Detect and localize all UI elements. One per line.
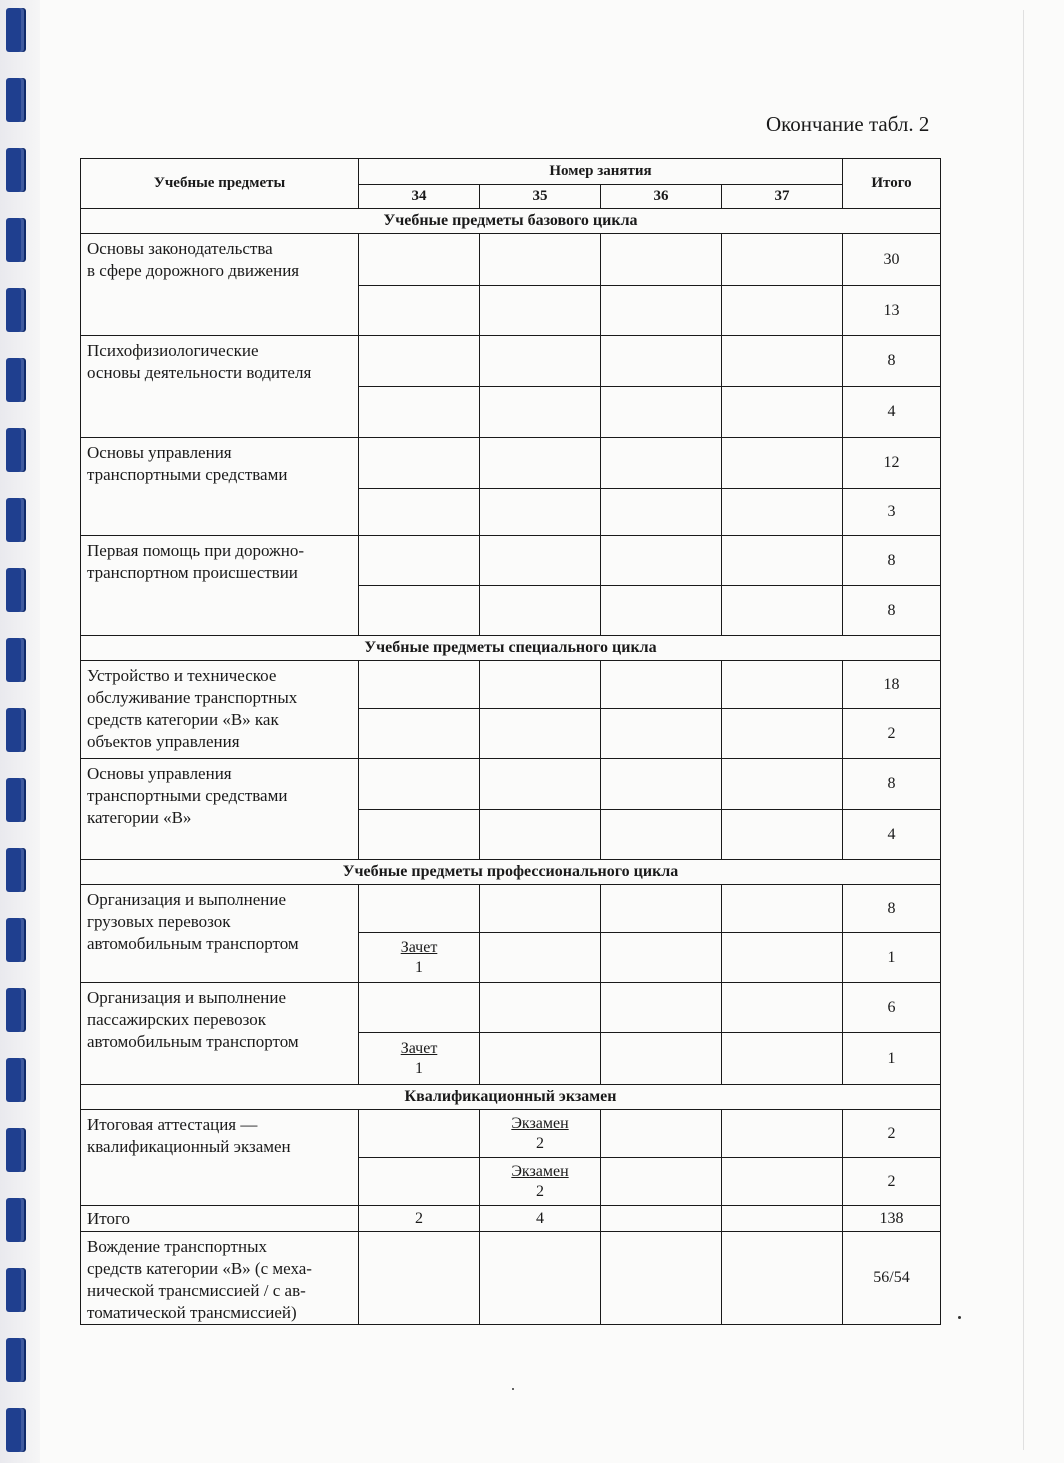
lesson-cell: [601, 234, 722, 286]
binding-ring: [6, 78, 24, 122]
subject-line: Устройство и техническое: [87, 666, 277, 685]
lesson-cell: [722, 336, 843, 387]
subject-line: автомобильным транспортом: [87, 1032, 299, 1051]
binding-ring: [6, 708, 24, 752]
lesson-cell: [601, 1110, 722, 1158]
binding-ring: [6, 568, 24, 612]
exam-hours: 2: [536, 1134, 544, 1152]
lesson-cell: [601, 1033, 722, 1085]
page-edge: [1023, 10, 1042, 1450]
lesson-cell: [601, 810, 722, 860]
total-cell: 56/54: [843, 1232, 941, 1325]
subject-line: транспортном происшествии: [87, 563, 298, 582]
binding-ring: [6, 638, 24, 682]
subject-line: Вождение транспортных: [87, 1237, 267, 1256]
total-cell: 2: [843, 1158, 941, 1206]
total-cell: 4: [843, 810, 941, 860]
lesson-cell: [359, 1232, 480, 1325]
header-lesson: 37: [722, 185, 843, 209]
lesson-cell: [601, 885, 722, 933]
total-cell: 1: [843, 1033, 941, 1085]
credit-label: Зачет: [400, 938, 438, 956]
binding-ring: [6, 288, 24, 332]
header-row: [81, 159, 941, 185]
subject-line: средств категории «В» (с меха-: [87, 1259, 312, 1278]
total-cell: 1: [843, 933, 941, 983]
subject-cell: [81, 438, 359, 536]
lesson-cell: [359, 234, 480, 286]
credit-cell: [359, 1033, 480, 1085]
lesson-cell: [601, 933, 722, 983]
subject-line: объектов управления: [87, 732, 240, 751]
subject-line: Основы законодательства: [87, 239, 273, 258]
lesson-cell: [722, 983, 843, 1033]
subject-line: грузовых перевозок: [87, 912, 231, 931]
lesson-cell: [601, 336, 722, 387]
lesson-cell: [480, 885, 601, 933]
lesson-cell: [601, 1232, 722, 1325]
lesson-cell: [722, 586, 843, 636]
subject-line: Психофизиологические: [87, 341, 259, 360]
header-total: Итого: [843, 159, 941, 209]
credit-hours: 1: [415, 1059, 423, 1077]
binding-ring: [6, 1408, 24, 1452]
lesson-cell: [722, 933, 843, 983]
subject-line: Организация и выполнение: [87, 890, 287, 909]
header-lesson-number: Номер занятия: [359, 159, 843, 185]
exam-label: Экзамен: [511, 1162, 569, 1180]
section-heading: Учебные предметы профессионального цикла: [81, 860, 941, 885]
subject-line: Итоговая аттестация —: [87, 1115, 258, 1134]
binding-ring: [6, 1338, 24, 1382]
lesson-cell: [722, 536, 843, 586]
binding-ring: [6, 148, 24, 192]
lesson-cell: [601, 1158, 722, 1206]
lesson-cell: [480, 983, 601, 1033]
subject-line: транспортными средствами: [87, 786, 288, 805]
total-cell: 3: [843, 489, 941, 536]
totals-label: Итого: [81, 1206, 359, 1232]
spiral-binding: [0, 0, 40, 1463]
subject-line: основы деятельности водителя: [87, 363, 312, 382]
binding-ring: [6, 1268, 24, 1312]
lesson-cell: [480, 387, 601, 438]
lesson-cell: [722, 885, 843, 933]
speck: [512, 1388, 514, 1390]
subject-cell: [81, 536, 359, 636]
binding-ring: [6, 1058, 24, 1102]
total-cell: 13: [843, 286, 941, 336]
binding-ring: [6, 988, 24, 1032]
table-row: [81, 536, 941, 586]
lesson-cell: [480, 586, 601, 636]
binding-ring: [6, 8, 24, 52]
header-subjects: Учебные предметы: [81, 159, 359, 209]
subject-line: томатической трансмиссией): [87, 1303, 297, 1322]
table-row: [81, 336, 941, 387]
lesson-cell: [359, 438, 480, 489]
lesson-cell: [359, 336, 480, 387]
section-row: [81, 1085, 941, 1110]
lesson-cell: [722, 438, 843, 489]
lesson-cell: [480, 1033, 601, 1085]
lesson-cell: [359, 286, 480, 336]
subject-line: Первая помощь при дорожно-: [87, 541, 305, 560]
lesson-cell: [359, 586, 480, 636]
subject-line: квалификационный экзамен: [87, 1137, 291, 1156]
table-row: [81, 438, 941, 489]
credit-cell: [359, 933, 480, 983]
lesson-cell: [722, 489, 843, 536]
lesson-cell: [480, 933, 601, 983]
lesson-cell: [722, 759, 843, 810]
speck: [958, 1316, 961, 1319]
table-row: [81, 983, 941, 1033]
subject-line: обслуживание транспортных: [87, 688, 298, 707]
lesson-cell: [480, 336, 601, 387]
lesson-cell: [359, 810, 480, 860]
lesson-cell: [601, 438, 722, 489]
totals-row: [81, 1206, 941, 1232]
section-row: [81, 209, 941, 234]
lesson-cell: [359, 536, 480, 586]
table-row: [81, 759, 941, 810]
lesson-cell: [359, 709, 480, 759]
lesson-cell: [601, 489, 722, 536]
totals-cell: 2: [359, 1206, 480, 1232]
lesson-cell: [480, 286, 601, 336]
subject-cell: [81, 661, 359, 759]
subject-line: категории «В»: [87, 808, 192, 827]
exam-cell: [480, 1158, 601, 1206]
lesson-cell: [359, 387, 480, 438]
subject-cell: [81, 336, 359, 438]
subject-cell: [81, 1110, 359, 1206]
lesson-cell: [722, 387, 843, 438]
subject-line: Основы управления: [87, 764, 232, 783]
table-row: [81, 1232, 941, 1325]
total-cell: 8: [843, 759, 941, 810]
totals-cell: 4: [480, 1206, 601, 1232]
lesson-cell: [480, 438, 601, 489]
lesson-cell: [601, 709, 722, 759]
total-cell: 8: [843, 336, 941, 387]
lesson-cell: [359, 1110, 480, 1158]
lesson-cell: [722, 810, 843, 860]
lesson-cell: [480, 1232, 601, 1325]
total-cell: 2: [843, 709, 941, 759]
lesson-cell: [480, 489, 601, 536]
schedule-table: [80, 158, 941, 1325]
table-row: [81, 661, 941, 709]
subject-cell: [81, 234, 359, 336]
credit-label: Зачет: [400, 1039, 438, 1057]
lesson-cell: [359, 885, 480, 933]
lesson-cell: [359, 489, 480, 536]
header-lesson: 35: [480, 185, 601, 209]
total-cell: 6: [843, 983, 941, 1033]
credit-hours: 1: [415, 958, 423, 976]
lesson-cell: [722, 1232, 843, 1325]
binding-ring: [6, 778, 24, 822]
lesson-cell: [359, 983, 480, 1033]
lesson-cell: [601, 661, 722, 709]
subject-line: пассажирских перевозок: [87, 1010, 266, 1029]
subject-line: транспортными средствами: [87, 465, 288, 484]
subject-line: Организация и выполнение: [87, 988, 287, 1007]
lesson-cell: [722, 661, 843, 709]
lesson-cell: [601, 286, 722, 336]
binding-ring: [6, 218, 24, 262]
subject-line: средств категории «В» как: [87, 710, 279, 729]
table-row: [81, 234, 941, 286]
section-heading: Учебные предметы специального цикла: [81, 636, 941, 661]
binding-ring: [6, 848, 24, 892]
table-caption: Окончание табл. 2: [766, 112, 930, 136]
total-cell: 18: [843, 661, 941, 709]
lesson-cell: [480, 709, 601, 759]
lesson-cell: [722, 234, 843, 286]
total-cell: 12: [843, 438, 941, 489]
exam-hours: 2: [536, 1182, 544, 1200]
section-row: [81, 860, 941, 885]
lesson-cell: [359, 1158, 480, 1206]
lesson-cell: [601, 1206, 722, 1232]
binding-ring: [6, 358, 24, 402]
lesson-cell: [359, 661, 480, 709]
total-cell: 4: [843, 387, 941, 438]
section-row: [81, 636, 941, 661]
lesson-cell: [480, 234, 601, 286]
binding-ring: [6, 1198, 24, 1242]
lesson-cell: [601, 387, 722, 438]
total-cell: 8: [843, 586, 941, 636]
header-lesson: 36: [601, 185, 722, 209]
section-heading: Квалификационный экзамен: [81, 1085, 941, 1110]
total-cell: 8: [843, 536, 941, 586]
binding-ring: [6, 428, 24, 472]
table-row: [81, 885, 941, 933]
lesson-cell: [601, 759, 722, 810]
subject-cell: [81, 1232, 359, 1325]
lesson-cell: [601, 586, 722, 636]
lesson-cell: [722, 1158, 843, 1206]
total-cell: 2: [843, 1110, 941, 1158]
header-lesson: 34: [359, 185, 480, 209]
subject-cell: [81, 759, 359, 860]
lesson-cell: [722, 1110, 843, 1158]
binding-ring: [6, 1128, 24, 1172]
subject-line: в сфере дорожного движения: [87, 261, 300, 280]
lesson-cell: [722, 709, 843, 759]
binding-ring: [6, 918, 24, 962]
lesson-cell: [480, 536, 601, 586]
table-row: [81, 1110, 941, 1158]
exam-label: Экзамен: [511, 1114, 569, 1132]
grand-total-cell: 138: [843, 1206, 941, 1232]
total-cell: 30: [843, 234, 941, 286]
subject-cell: [81, 983, 359, 1085]
lesson-cell: [601, 983, 722, 1033]
lesson-cell: [722, 1033, 843, 1085]
total-cell: 8: [843, 885, 941, 933]
lesson-cell: [722, 286, 843, 336]
subject-line: автомобильным транспортом: [87, 934, 299, 953]
binding-ring: [6, 498, 24, 542]
lesson-cell: [722, 1206, 843, 1232]
section-heading: Учебные предметы базового цикла: [81, 209, 941, 234]
lesson-cell: [359, 759, 480, 810]
lesson-cell: [480, 759, 601, 810]
exam-cell: [480, 1110, 601, 1158]
subject-line: Основы управления: [87, 443, 232, 462]
lesson-cell: [601, 536, 722, 586]
lesson-cell: [480, 810, 601, 860]
subject-cell: [81, 885, 359, 983]
subject-line: нической трансмиссией / с ав-: [87, 1281, 306, 1300]
lesson-cell: [480, 661, 601, 709]
